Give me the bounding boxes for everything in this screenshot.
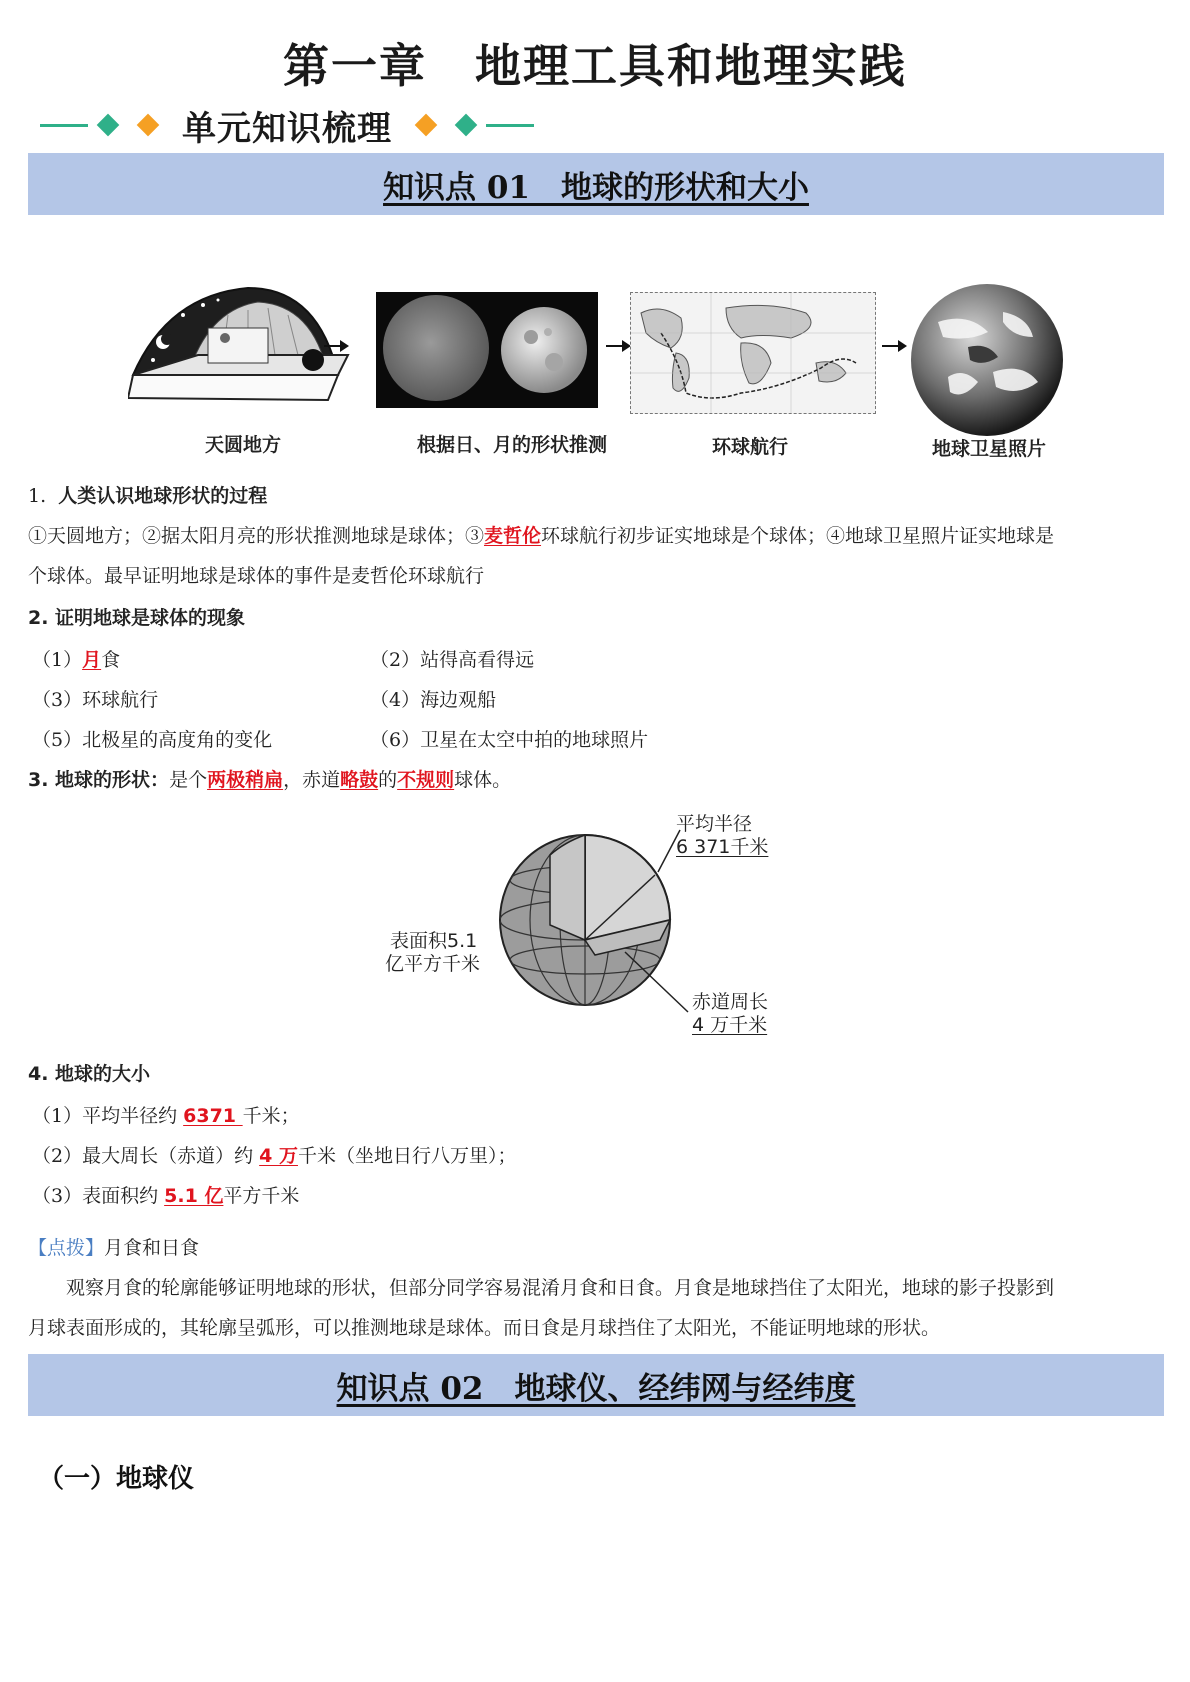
radius-label-title: 平均半径 xyxy=(676,813,753,835)
section-1-title: 人类认识地球形状的过程 xyxy=(58,485,268,507)
equator-label-title: 赤道周长 xyxy=(692,991,769,1013)
text-span: 球体。 xyxy=(454,769,512,791)
tip-paragraph: 月球表面形成的，其轮廓呈弧形，可以推测地球是球体。而日食是月球挡住了太阳光，不能证明地球的形状。 xyxy=(28,1317,941,1339)
highlight-answer: 略鼓 xyxy=(340,769,379,791)
section-2-title: 2. 证明地球是球体的现象 xyxy=(28,607,246,629)
highlight-answer: 5.1 亿 xyxy=(164,1185,224,1207)
text-span: 食 xyxy=(101,649,121,671)
figure-caption: 环球航行 xyxy=(711,436,788,458)
phenomenon-item: （3）环球航行 xyxy=(32,689,159,711)
text-span: （2）最大周长（赤道）约 xyxy=(32,1145,260,1167)
diamond-icon xyxy=(97,114,120,137)
unit-header-text: 单元知识梳理 xyxy=(182,108,392,149)
phenomenon-item xyxy=(32,640,362,680)
section-3 xyxy=(28,760,1164,800)
arrow-right-icon xyxy=(606,338,632,357)
tip-label: 【点拨】 xyxy=(28,1237,105,1259)
text-span: 千米（坐地日行八万里）； xyxy=(297,1145,517,1167)
tip-paragraph: 观察月食的轮廓能够证明地球的形状，但部分同学容易混淆月食和日食。月食是地球挡住了太阳光，地球的影子投影到 xyxy=(28,1277,1055,1299)
diamond-icon xyxy=(455,114,478,137)
diamond-icon xyxy=(137,114,160,137)
figure-caption: 地球卫星照片 xyxy=(931,438,1046,460)
phenomenon-item: （4）海边观船 xyxy=(370,689,497,711)
earth-size-list xyxy=(32,1096,1168,1216)
size-item xyxy=(32,1096,1168,1136)
figure-caption: 根据日、月的形状推测 xyxy=(416,434,607,456)
highlight-answer: 麦哲伦 xyxy=(484,525,542,547)
equator-label-value: 4 万千米 xyxy=(692,1014,768,1036)
earth-satellite-photo xyxy=(908,282,1066,442)
text-span: 的 xyxy=(378,769,398,791)
highlight-answer: 两极稍扁 xyxy=(207,769,284,791)
phenomenon-item: （5）北极星的高度角的变化 xyxy=(32,729,273,751)
phenomena-left-column xyxy=(32,640,362,760)
section-1 xyxy=(28,476,1164,596)
earth-shape-line xyxy=(28,760,1164,800)
kp2-title: 知识点 02 地球仪、经纬网与经纬度 xyxy=(336,1370,856,1407)
section-4-title: 4. 地球的大小 xyxy=(28,1063,151,1085)
section-1-heading xyxy=(28,476,1164,516)
section-3-title: 3. 地球的形状： xyxy=(28,769,170,791)
highlight-answer: 6371 xyxy=(183,1105,243,1127)
highlight-answer: 不规则 xyxy=(397,769,455,791)
area-label-line1: 表面积5.1 xyxy=(390,930,478,952)
tip-title: 月食和日食 xyxy=(104,1237,200,1259)
section-number: 1. xyxy=(28,485,47,507)
text-span: （1）平均半径约 xyxy=(32,1105,184,1127)
arrow-right-icon xyxy=(324,338,350,357)
divider-line xyxy=(486,124,534,127)
kp2-title-bar xyxy=(28,1354,1164,1416)
arrow-right-icon xyxy=(882,338,908,357)
area-label-line2: 亿平方千米 xyxy=(385,953,481,975)
section-2 xyxy=(28,598,1164,638)
section-heading-globe: （一）地球仪 xyxy=(38,1464,195,1494)
kp1-title-bar xyxy=(28,153,1164,215)
text-span: 环球航行初步证实地球是个球体；④地球卫星照片证实地球是 xyxy=(541,525,1055,547)
text-span: 是个 xyxy=(169,769,208,791)
tip-box xyxy=(28,1228,1164,1348)
size-item xyxy=(32,1176,1168,1216)
world-voyage-map xyxy=(630,292,876,414)
section-4 xyxy=(28,1054,1164,1094)
paragraph-line: 个球体。最早证明地球是球体的事件是麦哲伦环球航行 xyxy=(28,565,485,587)
phenomenon-item: （2）站得高看得远 xyxy=(370,649,535,671)
text-span: （3）表面积约 xyxy=(32,1185,165,1207)
phenomenon-item: （6）卫星在太空中拍的地球照片 xyxy=(370,729,649,751)
highlight-answer: 月 xyxy=(82,649,102,671)
tip-heading xyxy=(28,1228,1164,1268)
page-title: 第一章 地理工具和地理实践 xyxy=(283,39,907,93)
phenomena-right-column xyxy=(370,640,770,760)
unit-header xyxy=(40,100,534,150)
size-item xyxy=(32,1136,1168,1176)
text-span: 平方千米 xyxy=(223,1185,300,1207)
kp1-title: 知识点 01 地球的形状和大小 xyxy=(383,169,809,206)
divider-line xyxy=(40,124,88,127)
radius-label-value: 6 371千米 xyxy=(676,836,769,858)
diamond-icon xyxy=(415,114,438,137)
text-span: ①天圆地方；②据太阳月亮的形状推测地球是球体；③ xyxy=(28,525,485,547)
text-span: ，赤道 xyxy=(283,769,341,791)
sun-moon-photo xyxy=(376,292,598,408)
text-span: （1） xyxy=(32,649,83,671)
text-span: 千米； xyxy=(242,1105,300,1127)
highlight-answer: 4 万 xyxy=(259,1145,298,1167)
paragraph-line xyxy=(28,516,1164,556)
figure-caption: 天圆地方 xyxy=(204,434,281,456)
